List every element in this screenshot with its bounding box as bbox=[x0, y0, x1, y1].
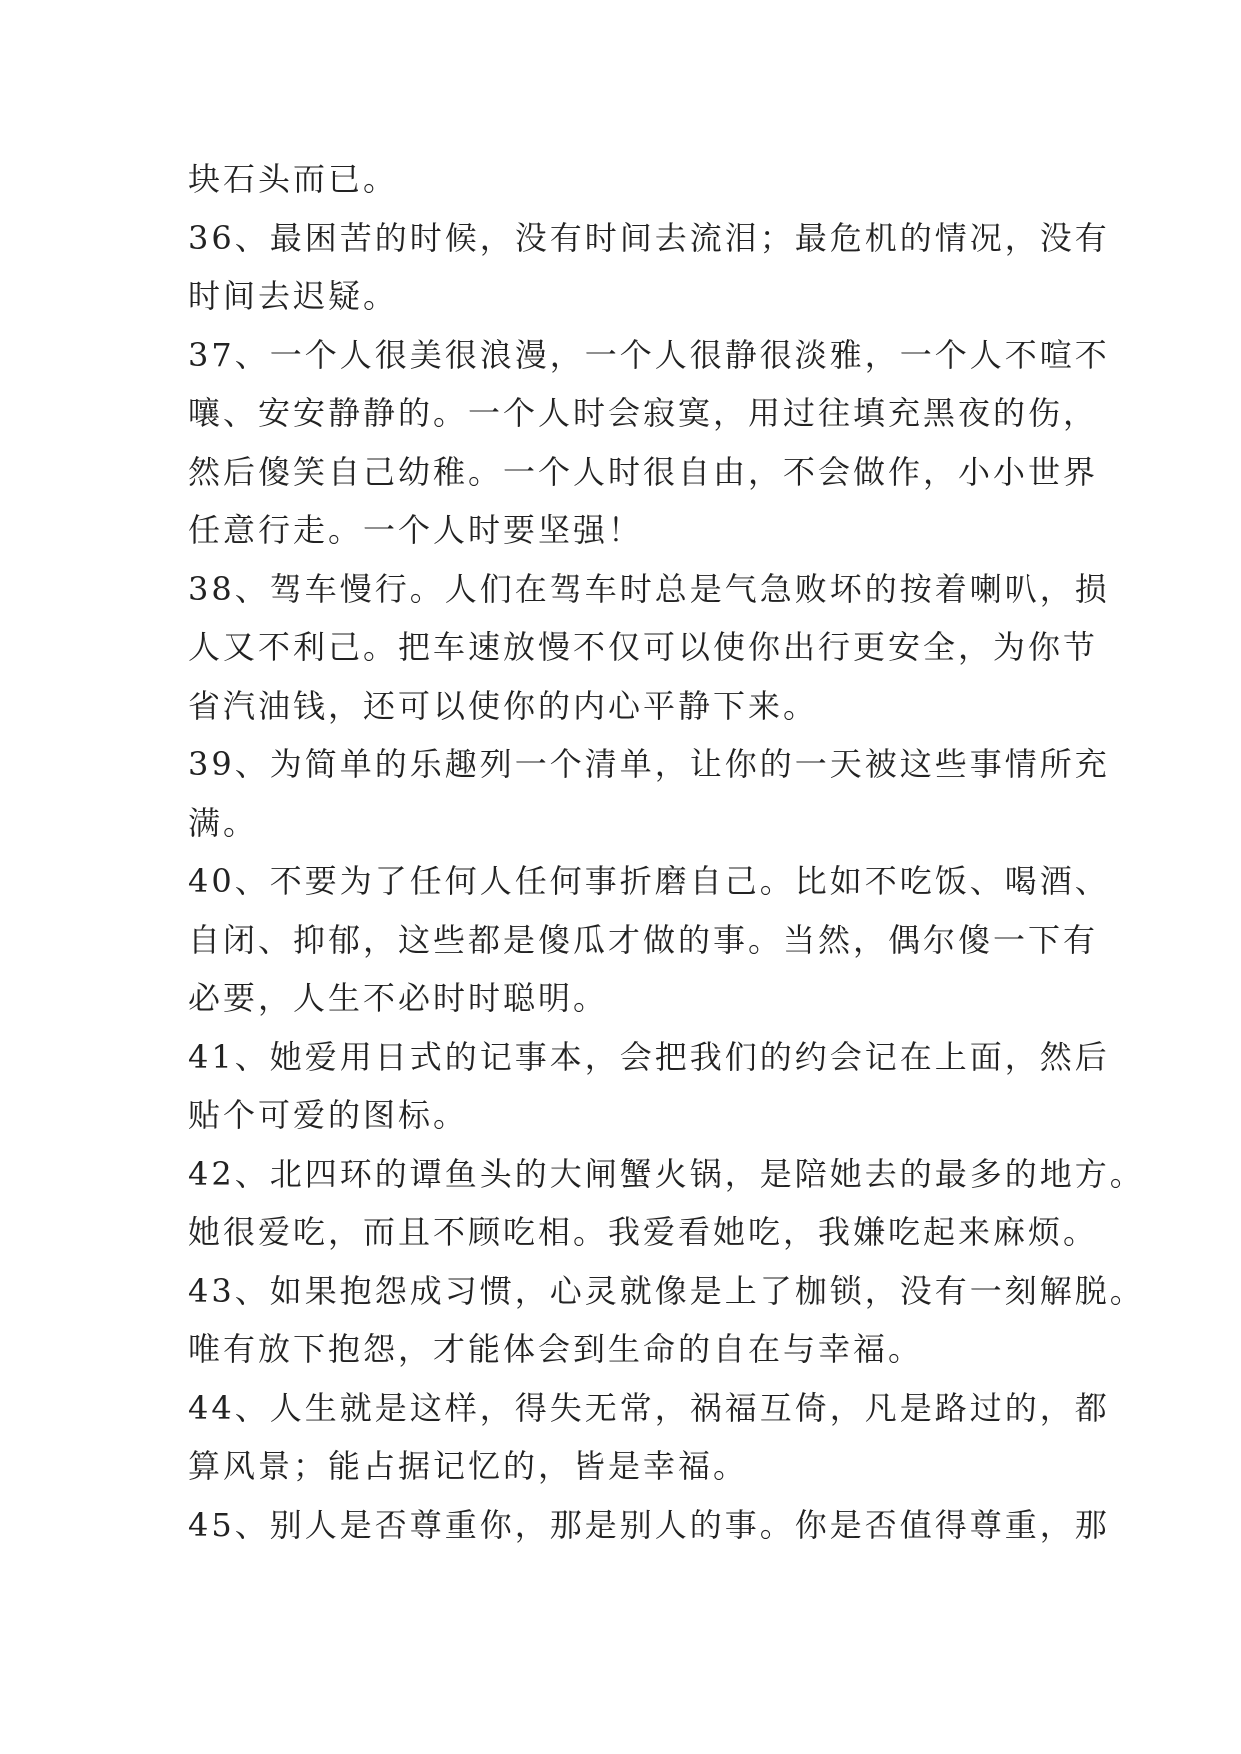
text-line: 人又不利己。把车速放慢不仅可以使你出行更安全，为你节 bbox=[188, 628, 1099, 666]
text-line: 40、不要为了任何人任何事折磨自己。比如不吃饭、喝酒、 bbox=[188, 862, 1110, 900]
text-line: 37、一个人很美很浪漫，一个人很静很淡雅，一个人不喧不 bbox=[188, 335, 1110, 374]
text-line: 36、最困苦的时候，没有时间去流泪；最危机的情况，没有 bbox=[188, 218, 1110, 257]
text-line: 嚷、安安静静的。一个人时会寂寞，用过往填充黑夜的伤， bbox=[188, 394, 1099, 432]
text-line: 然后傻笑自己幼稚。一个人时很自由，不会做作，小小世界 bbox=[188, 452, 1099, 491]
text-line: 自闭、抑郁，这些都是傻瓜才做的事。当然，偶尔傻一下有 bbox=[188, 920, 1099, 959]
text-line: 她很爱吃，而且不顾吃相。我爱看她吃，我嫌吃起来麻烦。 bbox=[188, 1213, 1099, 1251]
text-line: 省汽油钱，还可以使你的内心平静下来。 bbox=[188, 686, 819, 725]
text-line: 42、北四环的谭鱼头的大闸蟹火锅，是陪她去的最多的地方。 bbox=[188, 1154, 1145, 1193]
text-line: 唯有放下抱怨，才能体会到生命的自在与幸福。 bbox=[188, 1330, 924, 1368]
text-line: 任意行走。一个人时要坚强！ bbox=[188, 511, 644, 549]
text-line: 41、她爱用日式的记事本，会把我们的约会记在上面，然后 bbox=[188, 1037, 1110, 1076]
text-line: 43、如果抱怨成习惯，心灵就像是上了枷锁，没有一刻解脱。 bbox=[188, 1271, 1145, 1310]
text-line: 45、别人是否尊重你，那是别人的事。你是否值得尊重，那 bbox=[188, 1505, 1110, 1544]
text-line: 算风景；能占据记忆的，皆是幸福。 bbox=[188, 1447, 749, 1485]
text-line: 时间去迟疑。 bbox=[188, 277, 399, 315]
text-line: 贴个可爱的图标。 bbox=[188, 1096, 469, 1134]
text-line: 38、驾车慢行。人们在驾车时总是气急败坏的按着喇叭，损 bbox=[188, 569, 1110, 608]
text-line: 满。 bbox=[188, 803, 259, 842]
text-line: 必要，人生不必时时聪明。 bbox=[188, 979, 609, 1017]
text-line: 块石头而已。 bbox=[188, 160, 399, 198]
text-line: 44、人生就是这样，得失无常，祸福互倚，凡是路过的，都 bbox=[188, 1388, 1110, 1427]
text-line: 39、为简单的乐趣列一个清单，让你的一天被这些事情所充 bbox=[188, 745, 1110, 783]
document-body bbox=[188, 150, 1145, 1554]
